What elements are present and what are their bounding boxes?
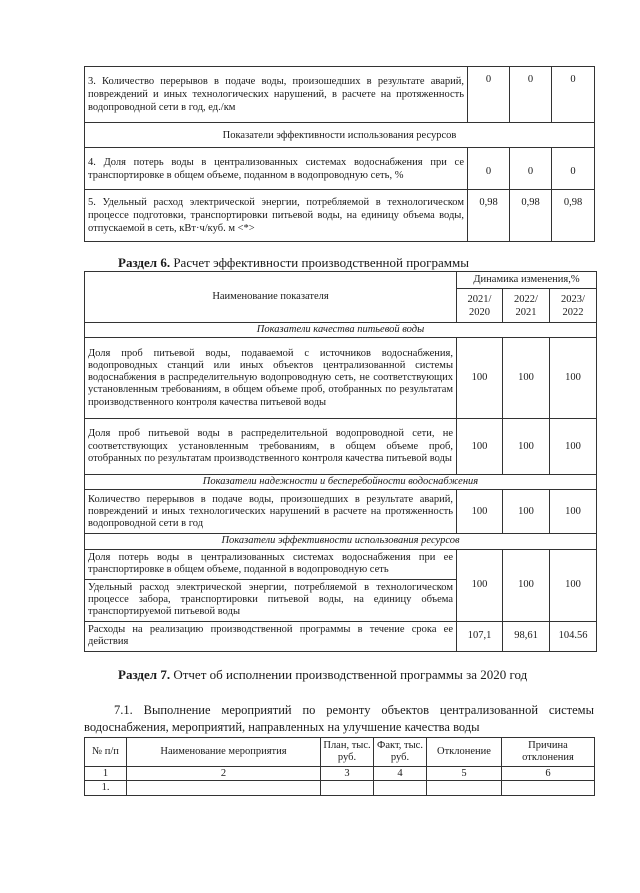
column-header-name: Наименование показателя bbox=[85, 272, 457, 323]
column-header-year: 2022/ 2021 bbox=[503, 289, 550, 323]
column-number: 5 bbox=[427, 767, 502, 781]
indicators-table-continued bbox=[84, 66, 595, 242]
section-title: Отчет об исполнении производственной программы за 2020 год bbox=[173, 667, 528, 682]
indicator-text: Доля проб питьевой воды, подаваемой с источников водоснабжения, водопроводных станций или иных объектов централизованной системы водоснабжения в распределительную водопроводную сеть, не соответствующих установленным требованиям, в общем объеме проб, отобранных по результатам производственного контроля качества питьевой воды bbox=[85, 338, 457, 419]
group-header: Показатели эффективности использования ресурсов bbox=[85, 534, 597, 549]
column-header-dynamics: Динамика изменения,% bbox=[457, 272, 597, 289]
table-cell bbox=[427, 781, 502, 796]
indicator-value: 0 bbox=[510, 148, 552, 190]
column-number: 2 bbox=[127, 767, 321, 781]
table-row bbox=[85, 338, 597, 419]
indicator-value: 100 bbox=[550, 549, 597, 621]
column-number: 1 bbox=[85, 767, 127, 781]
table-section-row bbox=[85, 323, 597, 338]
column-number: 4 bbox=[374, 767, 427, 781]
indicator-value: 0 bbox=[552, 148, 595, 190]
indicator-text: 4. Доля потерь воды в централизованных системах водоснабжения при се транспортировке в общем объеме, поданном в водопроводную сеть, % bbox=[85, 148, 468, 190]
table-header-row bbox=[85, 738, 595, 767]
group-header: Показатели качества питьевой воды bbox=[85, 323, 597, 338]
indicator-value: 100 bbox=[457, 549, 503, 621]
indicator-value: 104.56 bbox=[550, 621, 597, 651]
table-section-row bbox=[85, 475, 597, 490]
indicator-value: 0,98 bbox=[510, 190, 552, 242]
indicator-value: 0 bbox=[468, 148, 510, 190]
column-header-year: 2021/ 2020 bbox=[457, 289, 503, 323]
section-number: Раздел 7. bbox=[118, 667, 171, 682]
table-row bbox=[85, 549, 597, 579]
indicator-value: 100 bbox=[550, 419, 597, 475]
table-row bbox=[85, 190, 595, 242]
column-header-number: № п/п bbox=[85, 738, 127, 767]
indicator-value: 100 bbox=[457, 490, 503, 534]
column-header-reason: Причина отклонения bbox=[502, 738, 595, 767]
column-header-deviation: Отклонение bbox=[427, 738, 502, 767]
indicator-value: 0 bbox=[468, 67, 510, 123]
indicator-value: 98,61 bbox=[503, 621, 550, 651]
indicator-value: 107,1 bbox=[457, 621, 503, 651]
indicator-text: 3. Количество перерывов в подаче воды, произошедших в результате аварий, повреждений и иных технологических нарушений, в расчете на протяженность водопроводной сети в год, ед./км bbox=[85, 67, 468, 123]
table-row bbox=[85, 621, 597, 651]
indicator-value: 100 bbox=[550, 338, 597, 419]
section-title: Расчет эффективности производственной программы bbox=[173, 255, 469, 270]
indicator-value: 100 bbox=[503, 549, 550, 621]
indicator-value: 100 bbox=[550, 490, 597, 534]
column-header-plan: План, тыс. руб. bbox=[321, 738, 374, 767]
paragraph-7-1: 7.1. Выполнение мероприятий по ремонту объектов централизованной системы водоснабжения, мероприятий, направленных на улучшение качества воды bbox=[84, 703, 594, 734]
indicator-text: 5. Удельный расход электрической энергии, потребляемой в технологическом процессе подготовки, транспортировки питьевой воды, на единицу объема воды, отпускаемой в сеть, кВт·ч/куб. м <*> bbox=[85, 190, 468, 242]
activities-table bbox=[84, 737, 595, 796]
table-cell bbox=[127, 781, 321, 796]
column-header-year: 2023/ 2022 bbox=[550, 289, 597, 323]
indicator-value: 100 bbox=[503, 419, 550, 475]
group-header: Показатели надежности и бесперебойности водоснабжения bbox=[85, 475, 597, 490]
indicator-value: 0,98 bbox=[468, 190, 510, 242]
indicator-text: Удельный расход электрической энергии, потребляемой в технологическом процессе забора, транспортировки питьевой воды, на единицу объема транспортируемой питьевой воды bbox=[85, 579, 457, 621]
column-number: 3 bbox=[321, 767, 374, 781]
indicator-value: 0 bbox=[510, 67, 552, 123]
table-cell bbox=[374, 781, 427, 796]
section-number: Раздел 6. bbox=[118, 255, 171, 270]
indicator-text: Доля проб питьевой воды в распределительной водопроводной сети, не соответствующих установленным требованиям, в общем объеме проб, отобранных по результатам производственного контроля качества питьевой воды bbox=[85, 419, 457, 475]
column-header-activity: Наименование мероприятия bbox=[127, 738, 321, 767]
column-number: 6 bbox=[502, 767, 595, 781]
indicator-value: 0 bbox=[552, 67, 595, 123]
indicator-value: 100 bbox=[457, 338, 503, 419]
table-section-row bbox=[85, 534, 597, 549]
column-header-fact: Факт, тыс. руб. bbox=[374, 738, 427, 767]
indicator-text: Расходы на реализацию производственной программы в течение срока ее действия bbox=[85, 621, 457, 651]
section-6-heading bbox=[118, 255, 469, 271]
indicator-value: 0,98 bbox=[552, 190, 595, 242]
table-row bbox=[85, 490, 597, 534]
table-section-row bbox=[85, 123, 595, 148]
indicator-value: 100 bbox=[457, 419, 503, 475]
section-7-heading bbox=[118, 667, 527, 683]
table-cell bbox=[321, 781, 374, 796]
indicator-value: 100 bbox=[503, 338, 550, 419]
table-row bbox=[85, 781, 595, 796]
row-number: 1. bbox=[85, 781, 127, 796]
efficiency-table bbox=[84, 271, 597, 652]
indicator-text: Доля потерь воды в централизованных системах водоснабжения при ее транспортировке в общем объеме, поданной в водопроводную сеть bbox=[85, 549, 457, 579]
indicator-text: Количество перерывов в подаче воды, произошедших в результате аварий, повреждений и иных технологических нарушений в расчете на протяженность водопроводной сети в год bbox=[85, 490, 457, 534]
table-row bbox=[85, 419, 597, 475]
table-cell bbox=[502, 781, 595, 796]
table-row bbox=[85, 67, 595, 123]
table-row bbox=[85, 148, 595, 190]
table-header-row bbox=[85, 272, 597, 289]
table-numbering-row bbox=[85, 767, 595, 781]
section-header: Показатели эффективности использования ресурсов bbox=[85, 123, 595, 148]
indicator-value: 100 bbox=[503, 490, 550, 534]
